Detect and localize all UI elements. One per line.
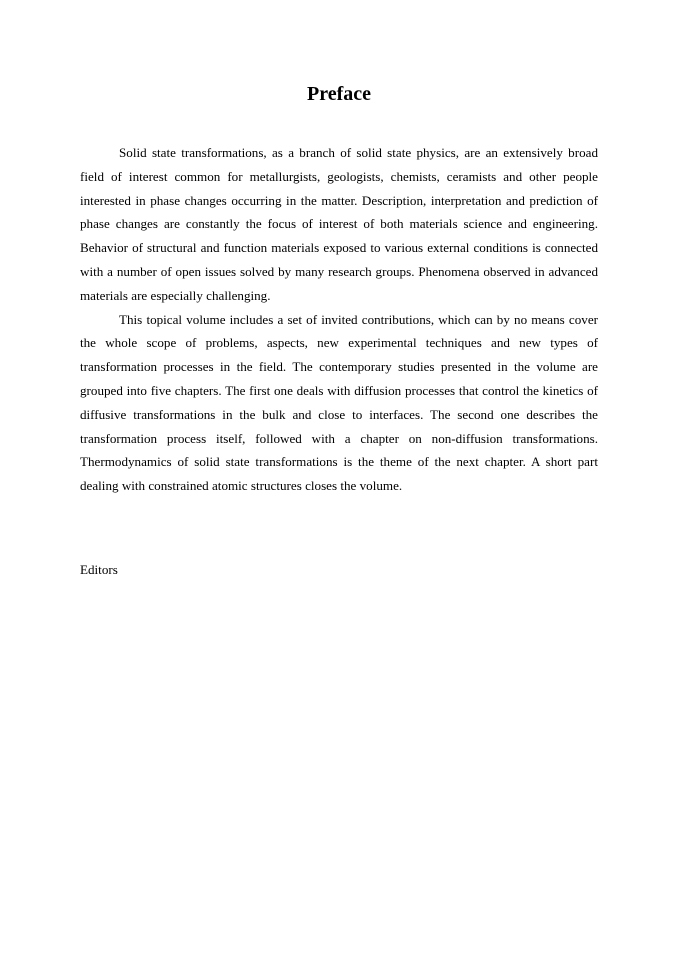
paragraph-1: Solid state transformations, as a branch of solid state physics, are an extensively broad field of interest common for metallurgists, geologists, chemists, ceramists and other people interested in phase changes occurring in the matter. Description, interpretation and prediction of phase changes are constantly the focus of interest of both materials science and engineering. Behavior of structural and function materials exposed to various external conditions is connected with a number of open issues solved by many research groups. Phenomena observed in advanced materials are especially challenging. [80,145,598,303]
signature: Editors [80,562,118,577]
page-title: Preface [306,83,372,105]
paragraph-2: This topical volume includes a set of invited contributions, which can by no means cover the whole scope of problems, aspects, new experimental techniques and new types of transformation processes in the field. The contemporary studies presented in the volume are grouped into five chapters. The first one deals with diffusion processes that control the kinetics of diffusive transformations in the bulk and close to interfaces. The second one describes the transformation process itself, followed with a chapter on non-diffusion transformations. Thermodynamics of solid state transformations is the theme of the next chapter. A short part dealing with constrained atomic structures closes the volume. [80,311,598,494]
preface-body [80,141,598,498]
